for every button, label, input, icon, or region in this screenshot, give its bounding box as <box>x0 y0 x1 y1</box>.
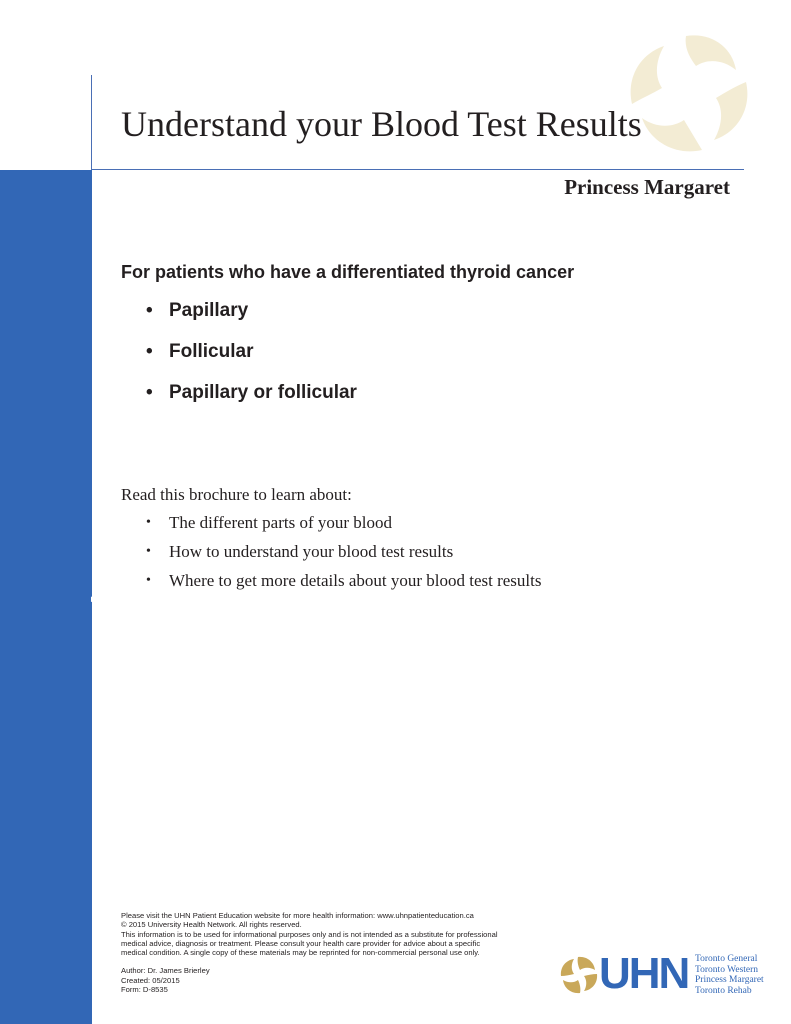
page-title: Understand your Blood Test Results <box>121 104 642 144</box>
uhn-swirl-icon <box>559 955 599 995</box>
uhn-site-list <box>695 954 764 996</box>
sidebar-tagline: Improving health through education <box>125 480 142 731</box>
footer-disclaimer-line: medical advice, diagnosis or treatment. Please consult your health care provider for advice about a specific <box>121 938 481 948</box>
list-item-label: Where to get more details about your blood test results <box>169 571 542 590</box>
uhn-wordmark: UHN <box>599 949 689 998</box>
footer-website-line: Please visit the UHN Patient Education website for more health information: www.uhnpatienteducation.ca <box>121 911 474 920</box>
footer-form-number: Form: D-8535 <box>121 985 168 995</box>
site-name: Toronto General <box>695 954 758 964</box>
footer-copyright-line: © 2015 University Health Network. All rights reserved. <box>121 920 302 930</box>
list-item-label: Follicular <box>169 341 254 362</box>
sidebar-band <box>0 170 92 1024</box>
bullet: • <box>146 382 153 403</box>
list-item <box>146 299 357 340</box>
list-item-label: How to understand your blood test results <box>169 542 454 561</box>
bullet: • <box>146 544 151 559</box>
sidebar-title: Patient Education <box>86 497 122 731</box>
cancer-type-list <box>146 299 357 422</box>
footer-author: Author: Dr. James Brierley <box>121 966 210 976</box>
learn-topic-list <box>146 512 542 599</box>
bullet: • <box>146 515 151 530</box>
footer-fine-print <box>121 911 531 994</box>
header-vertical-rule <box>91 75 92 170</box>
list-item-label: Papillary <box>169 300 249 321</box>
program-name: Princess Margaret <box>564 175 730 199</box>
list-item <box>146 512 542 541</box>
bullet: • <box>146 573 151 588</box>
footer-disclaimer-line: medical condition. A single copy of these materials may be reprinted for non-commercial personal use only. <box>121 948 480 958</box>
audience-heading: For patients who have a differentiated thyroid cancer <box>121 262 575 282</box>
footer-disclaimer-line: This information is to be used for informational purposes only and is not intended as a substitute for professional <box>121 929 498 939</box>
uhn-logo <box>559 949 764 999</box>
list-item <box>146 340 357 381</box>
site-name: Toronto Western <box>695 964 759 975</box>
list-item-label: Papillary or follicular <box>169 382 357 403</box>
list-item <box>146 570 542 599</box>
leaf-swirl-icon <box>628 34 750 152</box>
learn-intro: Read this brochure to learn about: <box>121 485 352 504</box>
site-name: Princess Margaret <box>695 975 764 985</box>
sidebar-label <box>84 431 154 731</box>
list-item <box>146 381 357 422</box>
list-item-label: The different parts of your blood <box>169 513 392 532</box>
list-item <box>146 541 542 570</box>
header-horizontal-rule <box>91 169 744 170</box>
bullet: • <box>146 300 153 321</box>
site-name: Toronto Rehab <box>695 985 752 996</box>
bullet: • <box>146 341 153 362</box>
footer-created-date: Created: 05/2015 <box>121 975 180 985</box>
